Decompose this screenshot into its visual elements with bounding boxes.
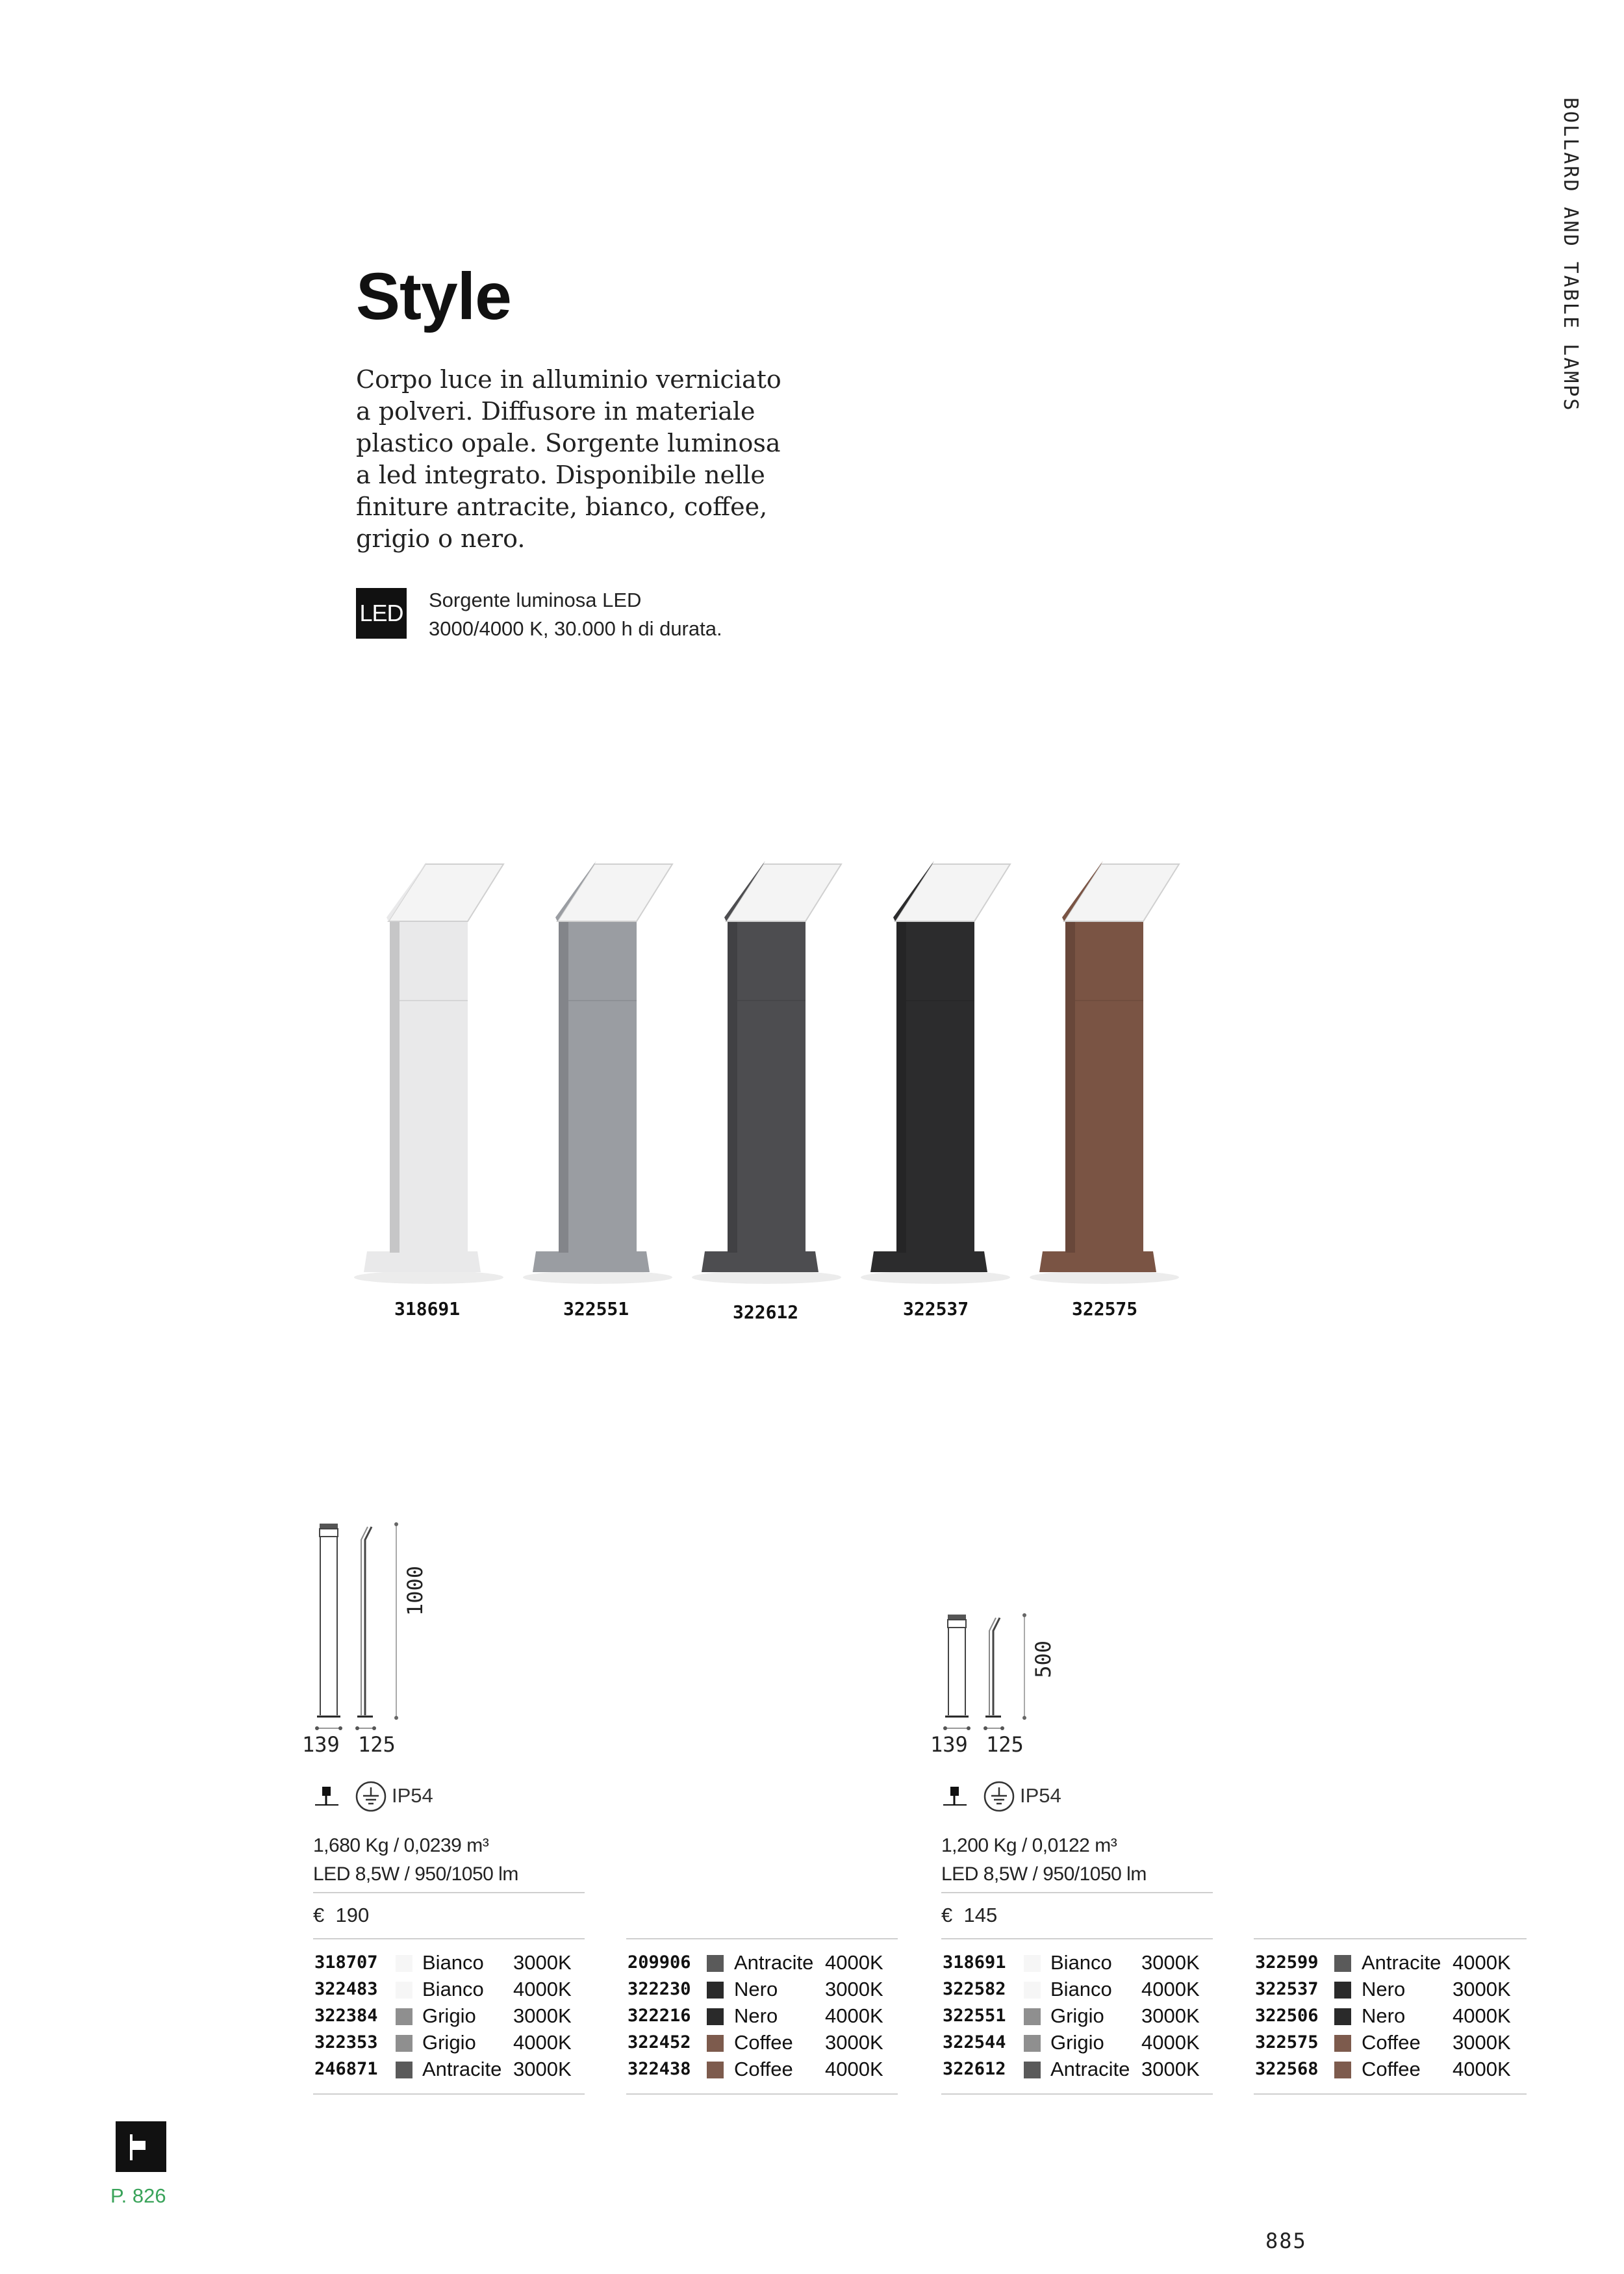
width-front-dimension: 139 [302,1732,340,1757]
product-title: Style [356,259,511,333]
table-row [1255,2029,1528,2056]
item-code: 322384 [314,2006,378,2026]
product-code: 322575 [1072,1298,1138,1320]
finish-table [314,1949,587,2082]
finish-name: Antracite [1362,1951,1441,1974]
table-row [314,2056,587,2082]
item-code: 322353 [314,2032,378,2052]
table-row [314,2002,587,2029]
table-row [943,2002,1215,2029]
finish-table [1255,1949,1528,2082]
color-temp: 4000K [1453,2004,1511,2027]
divider [313,1938,585,1939]
table-row [943,1949,1215,1976]
ground-install-icon [942,1782,968,1810]
item-code: 322438 [628,2059,691,2079]
description-line: grigio o nero. [356,524,526,553]
lamp-body [737,919,806,1253]
weight-volume: 1,200 Kg / 0,0122 m³ [941,1835,1117,1856]
finish-swatch [1334,2062,1351,2078]
price [941,1904,997,1927]
color-temp: 4000K [513,1978,572,2000]
height-dimension: 1000 [403,1566,427,1616]
currency-symbol: € [313,1904,325,1926]
led-info [429,586,722,643]
finish-name: Coffee [1362,2031,1421,2054]
lamp-body [400,919,468,1253]
item-code: 322537 [1255,1979,1319,1999]
item-code: 322551 [943,2006,1006,2026]
color-temp: 3000K [1141,1951,1200,1974]
item-code: 322230 [628,1979,691,1999]
front-head-icon [320,1524,338,1529]
divider [313,1892,585,1893]
ground-install-icon [314,1782,340,1810]
price [313,1904,369,1927]
finish-swatch [1334,2008,1351,2025]
item-code: 318707 [314,1952,378,1973]
finish-swatch [1024,2035,1041,2052]
finish-swatch [396,2008,412,2025]
width-side-dimension: 125 [358,1732,396,1757]
finish-swatch [396,1955,412,1972]
finish-name: Antracite [734,1951,814,1974]
color-temp: 3000K [1141,2004,1200,2027]
color-temp: 4000K [1453,1951,1511,1974]
color-temp: 3000K [513,2058,572,2080]
item-code: 209906 [628,1952,691,1973]
finish-name: Grigio [422,2031,476,2054]
product-image [351,858,507,1286]
led-power: LED 8,5W / 950/1050 lm [313,1863,518,1885]
table-row [1255,1949,1528,1976]
item-code: 322568 [1255,2059,1319,2079]
price-value: 145 [963,1904,998,1926]
divider [941,2093,1213,2095]
product-image [857,858,1013,1286]
led-info-line: Sorgente luminosa LED [429,589,642,611]
divider [941,1892,1213,1893]
finish-name: Coffee [1362,2058,1421,2080]
product-image [689,858,844,1286]
dimension-drawing [940,1611,1044,1735]
description-line: plastico opale. Sorgente luminosa [356,429,781,457]
finish-name: Nero [1362,1978,1406,2000]
table-row [1255,2056,1528,2082]
description-line: Corpo luce in alluminio verniciato [356,365,781,394]
finish-swatch [1334,2035,1351,2052]
product-image [520,858,676,1286]
finish-name: Grigio [1050,2004,1104,2027]
color-temp: 4000K [825,2058,883,2080]
table-row [628,2002,900,2029]
finish-swatch [1334,1955,1351,1972]
table-row [1255,1976,1528,2002]
finish-table [943,1949,1215,2082]
item-code: 318691 [943,1952,1006,1973]
product-code: 322537 [903,1298,969,1320]
table-row [314,2029,587,2056]
divider [1254,1938,1527,1939]
item-code: 322599 [1255,1952,1319,1973]
finish-swatch [1024,1955,1041,1972]
earth-class-icon [983,1780,1015,1813]
price-value: 190 [335,1904,370,1926]
description-line: finiture antracite, bianco, coffee, [356,492,768,521]
item-code: 322544 [943,2032,1006,2052]
finish-swatch [707,1982,724,1999]
product-description [356,364,811,555]
finish-name: Coffee [734,2058,793,2080]
divider [1254,2093,1527,2095]
cross-reference-link[interactable]: P. 826 [110,2184,166,2207]
table-row [628,2029,900,2056]
finish-name: Antracite [422,2058,502,2080]
cross-reference-icon[interactable] [116,2121,166,2172]
page-number: 885 [1265,2229,1307,2253]
divider [941,1938,1213,1939]
finish-swatch [707,2008,724,2025]
table-row [628,1949,900,1976]
color-temp: 3000K [513,1951,572,1974]
table-row [628,2056,900,2082]
item-code: 322506 [1255,2006,1319,2026]
table-row [943,2029,1215,2056]
finish-swatch [396,2062,412,2078]
description-line: a led integrato. Disponibile nelle [356,461,765,489]
finish-name: Bianco [422,1978,484,2000]
finish-swatch [1334,1982,1351,1999]
table-row [628,1976,900,2002]
color-temp: 3000K [1453,2031,1511,2054]
product-image [1026,858,1182,1286]
finish-name: Coffee [734,2031,793,2054]
earth-class-icon [355,1780,387,1813]
color-temp: 4000K [825,1951,883,1974]
lamp-base [364,1251,481,1272]
item-code: 322612 [943,2059,1006,2079]
table-row [943,2056,1215,2082]
finish-name: Grigio [1050,2031,1104,2054]
lamp-body [1075,919,1143,1253]
divider [626,1938,898,1939]
color-temp: 3000K [825,2031,883,2054]
height-dimension: 500 [1031,1641,1056,1678]
section-label: BOLLARD AND TABLE LAMPS [1559,97,1582,413]
table-row [1255,2002,1528,2029]
finish-swatch [707,2062,724,2078]
color-temp: 3000K [825,1978,883,2000]
finish-name: Nero [734,1978,778,2000]
width-front-dimension: 139 [930,1732,968,1757]
front-head-icon [948,1615,966,1620]
item-code: 322216 [628,2006,691,2026]
dimension-drawing [312,1520,416,1735]
finish-swatch [1024,2062,1041,2078]
led-power: LED 8,5W / 950/1050 lm [941,1863,1147,1885]
led-badge-icon: LED [356,588,407,639]
lamp-base [1039,1251,1156,1272]
color-temp: 4000K [1141,2031,1200,2054]
color-temp: 3000K [1453,1978,1511,2000]
color-temp: 4000K [825,2004,883,2027]
item-code: 246871 [314,2059,378,2079]
description-line: a polveri. Diffusore in materiale [356,397,755,426]
finish-name: Nero [734,2004,778,2027]
finish-swatch [707,2035,724,2052]
lamp-base [870,1251,987,1272]
finish-name: Bianco [1050,1978,1112,2000]
color-temp: 4000K [513,2031,572,2054]
divider [626,2093,898,2095]
finish-swatch [707,1955,724,1972]
width-side-dimension: 125 [986,1732,1024,1757]
item-code: 322575 [1255,2032,1319,2052]
table-row [314,1949,587,1976]
finish-swatch [396,1982,412,1999]
product-code: 318691 [394,1298,461,1320]
weight-volume: 1,680 Kg / 0,0239 m³ [313,1835,489,1856]
finish-name: Bianco [422,1951,484,1974]
item-code: 322452 [628,2032,691,2052]
currency-symbol: € [941,1904,953,1926]
table-row [314,1976,587,2002]
finish-name: Antracite [1050,2058,1130,2080]
finish-name: Bianco [1050,1951,1112,1974]
product-code: 322612 [733,1301,799,1323]
color-temp: 3000K [513,2004,572,2027]
finish-name: Nero [1362,2004,1406,2027]
divider [313,2093,585,2095]
lamp-base [533,1251,650,1272]
item-code: 322582 [943,1979,1006,1999]
color-temp: 4000K [1453,2058,1511,2080]
finish-swatch [1024,1982,1041,1999]
color-temp: 4000K [1141,1978,1200,2000]
lamp-base [702,1251,818,1272]
ip-rating: IP54 [392,1784,433,1807]
color-temp: 3000K [1141,2058,1200,2080]
lamp-body [568,919,637,1253]
finish-swatch [1024,2008,1041,2025]
item-code: 322483 [314,1979,378,1999]
ip-rating: IP54 [1020,1784,1061,1807]
finish-name: Grigio [422,2004,476,2027]
product-code: 322551 [563,1298,629,1320]
lamp-body [906,919,974,1253]
led-info-line: 3000/4000 K, 30.000 h di durata. [429,617,722,640]
finish-swatch [396,2035,412,2052]
table-row [943,1976,1215,2002]
finish-table [628,1949,900,2082]
